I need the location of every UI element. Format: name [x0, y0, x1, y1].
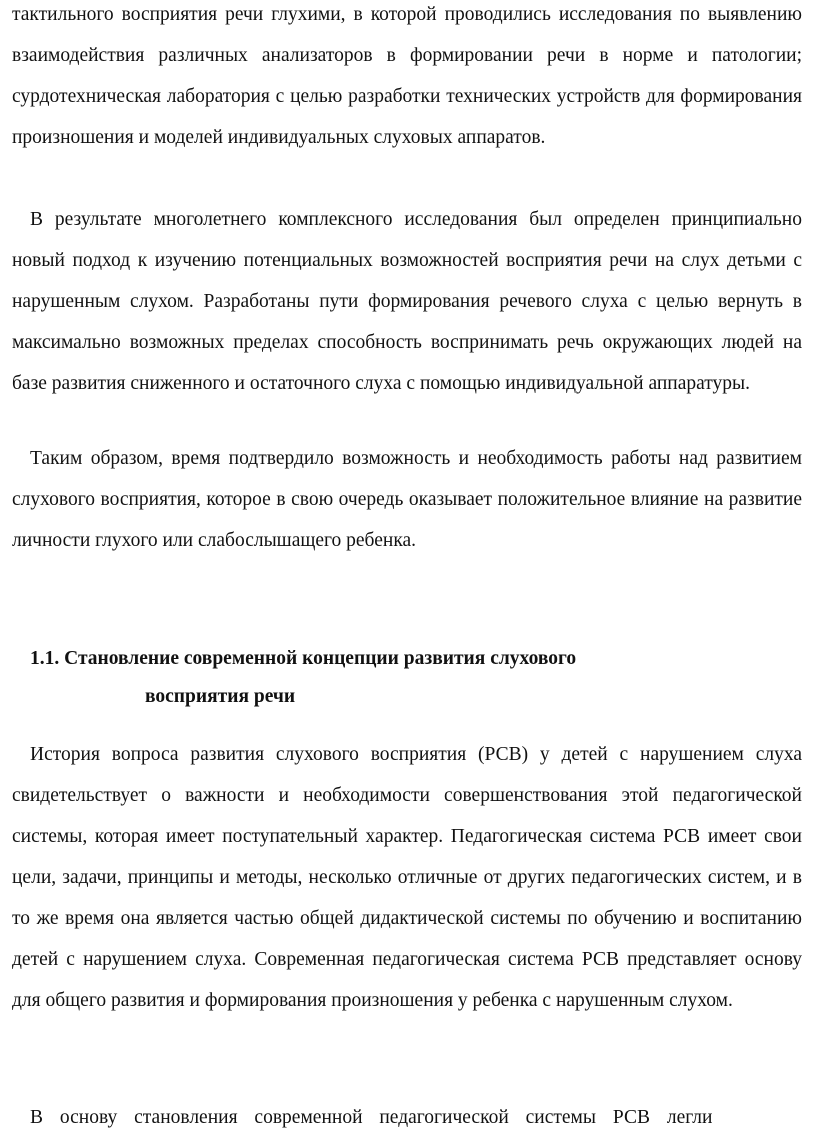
- paragraph-research-results: В результате многолетнего комплексного исследования был определен принципиально новый подход к изучению потенциальных возможностей восприятия речи на слух детьми с нарушенным слухом. Разработаны пути формирования речевого слуха с целью вернуть в максимально возможных пределах способность воспринимать речь окружающих людей на базе развития сниженного и остаточного слуха с помощью индивидуальной аппаратуры.: [12, 209, 802, 394]
- paragraph-conclusion: Таким образом, время подтвердило возможность и необходимость работы над развитием слухового восприятия, которое в свою очередь оказывает положительное влияние на развитие личности глухого или слабослышащего ребенка.: [12, 448, 802, 551]
- paragraph-foundation: В основу становления современной педагогической системы РСВ легли: [30, 1107, 713, 1128]
- section-heading-line1: 1.1. Становление современной концепции развития слухового: [30, 648, 577, 669]
- paragraph-laboratories: тактильного восприятия речи глухими, в которой проводились исследования по выявлению взаимодействия различных анализаторов в формировании речи в норме и патологии; сурдотехническая лаборатория с целью разработки технических устройств для формирования произношения и моделей индивидуальных слуховых аппаратов.: [12, 4, 802, 148]
- section-heading: [30, 640, 810, 716]
- paragraph-history: История вопроса развития слухового восприятия (РСВ) у детей с нарушением слуха свидетельствует о важности и необходимости совершенствования этой педагогической системы, которая имеет поступательный характер. Педагогическая система РСВ имеет свои цели, задачи, принципы и методы, несколько отличные от других педагогических систем, и в то же время она является частью общей дидактической системы по обучению и воспитанию детей с нарушением слуха. Современная педагогическая система РСВ представляет основу для общего развития и формирования произношения у ребенка с нарушенным слухом.: [12, 744, 802, 1011]
- section-heading-line2: восприятия речи: [145, 686, 296, 707]
